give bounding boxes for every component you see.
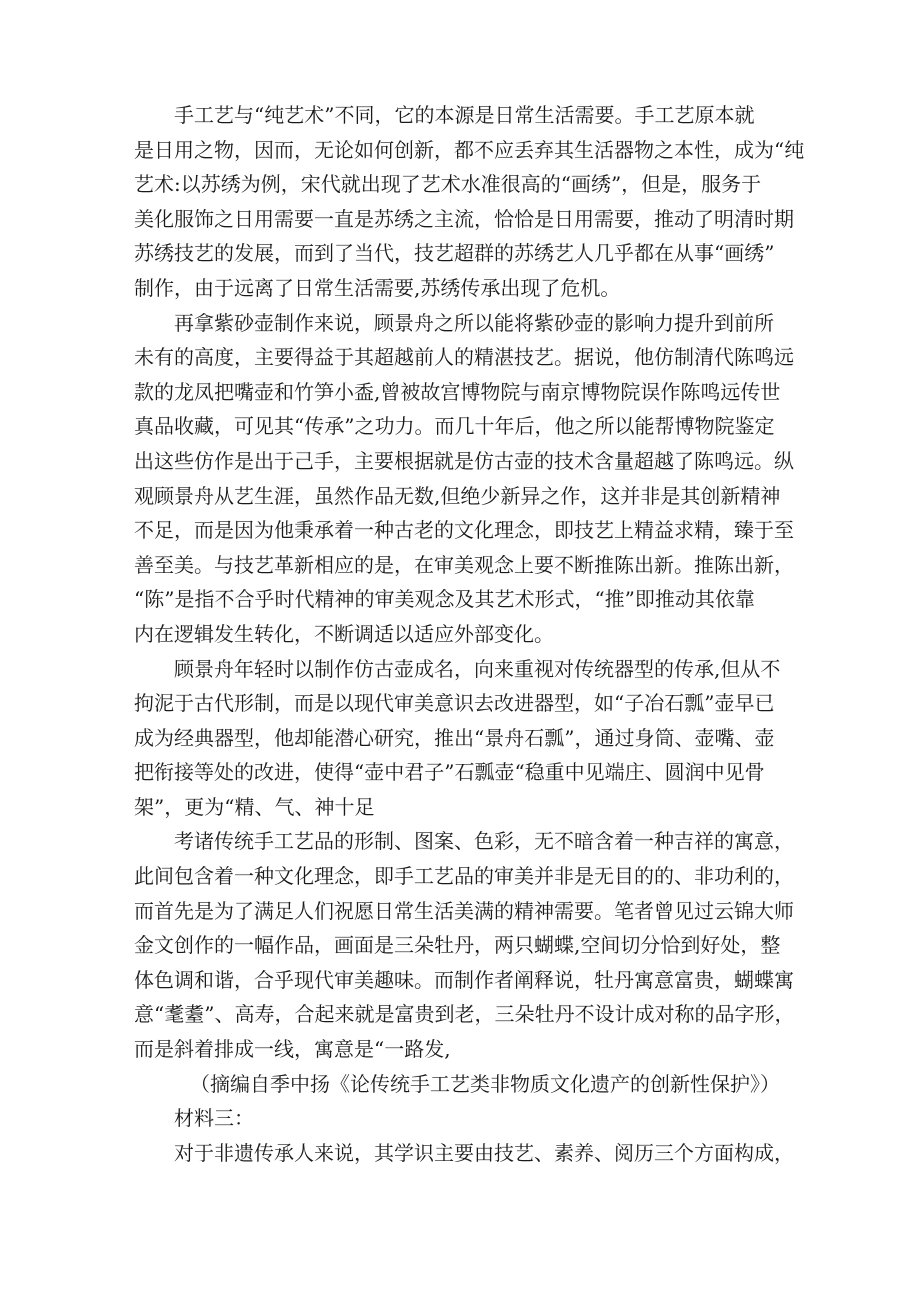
text-line: 善至美。与技艺革新相应的是，在审美观念上要不断推陈出新。推陈出新， — [134, 552, 794, 577]
text-line: 再拿紫砂壶制作来说，顾景舟之所以能将紫砂壶的影响力提升到前所 — [174, 310, 774, 335]
text-line: 艺术:以苏绣为例，宋代就出现了艺术水准很高的“画绣”，但是，服务于 — [134, 172, 762, 197]
text-line: 架”，更为“精、气、神十足 — [134, 794, 375, 819]
paragraph-3 — [134, 652, 824, 825]
text-line: 苏绣技艺的发展，而到了当代，技艺超群的苏绣艺人几乎都在从事“画绣” — [134, 241, 775, 266]
section-label: 材料三： — [174, 1106, 254, 1131]
text-line: 而是斜着排成一线，寓意是“一路发, — [134, 1037, 451, 1062]
paragraph-5 — [134, 1136, 824, 1171]
text-line: 意“耄耋”、高寿，合起来就是富贵到老，三朵牡丹不设计成对称的品字形， — [134, 1002, 795, 1027]
text-line: 出这些仿作是出于己手，主要根据就是仿古壶的技术含量超越了陈鸣远。纵 — [134, 448, 794, 473]
text-line: 体色调和谐，合乎现代审美趣味。而制作者阐释说，牡丹寓意富贵，蝴蝶寓 — [134, 967, 794, 992]
text-line: 真品收藏，可见其“传承”之功力。而几十年后，他之所以能帮博物院鉴定 — [134, 414, 775, 439]
text-line: 把衔接等处的改进，使得“壶中君子”石瓢壶“稳重中见端庄、圆润中见骨 — [134, 760, 765, 785]
text-line: 成为经典器型，他却能潜心研究，推出“景舟石瓢”，通过身筒、壶嘴、壶 — [134, 725, 775, 750]
text-line: 不足，而是因为他秉承着一种古老的文化理念，即技艺上精益求精，臻于至 — [134, 518, 794, 543]
paragraph-4 — [134, 824, 824, 1066]
text-line: 内在逻辑发生转化，不断调适以适应外部变化。 — [134, 621, 554, 646]
text-line: 拘泥于古代形制，而是以现代审美意识去改进器型，如“子冶石瓢”壶早已 — [134, 691, 775, 716]
text-line: 制作，由于远离了日常生活需要,苏绣传承出现了危机。 — [134, 275, 621, 300]
text-line: 考诸传统手工艺品的形制、图案、色彩，无不暗含着一种吉祥的寓意， — [174, 829, 794, 854]
text-line: 顾景舟年轻时以制作仿古壶成名，向来重视对传统器型的传承,但从不 — [174, 656, 781, 681]
paragraph-2 — [134, 306, 824, 652]
text-line: 未有的高度，主要得益于其超越前人的精湛技艺。据说，他仿制清代陈鸣远 — [134, 345, 794, 370]
source-citation: （摘编自季中扬《论传统手工艺类非物质文化遗产的创新性保护》） — [190, 1071, 780, 1096]
text-line: 对于非遗传承人来说，其学识主要由技艺、素养、阅历三个方面构成， — [174, 1140, 794, 1165]
text-line: 观顾景舟从艺生涯，虽然作品无数,但绝少新异之作，这并非是其创新精神 — [134, 483, 781, 508]
text-line: 手工艺与“纯艺术”不同，它的本源是日常生活需要。手工艺原本就 — [174, 103, 755, 127]
text-line: 而首先是为了满足人们祝愿日常生活美满的精神需要。笔者曾见过云锦大师 — [134, 898, 794, 923]
document-page — [134, 98, 824, 1170]
text-line: 款的龙凤把嘴壶和竹笋小盉,曾被故宫博物院与南京博物院误作陈鸣远传世 — [134, 379, 781, 404]
text-line: 是日用之物，因而，无论如何创新，都不应丢弃其生活器物之本性，成为“纯 — [134, 137, 805, 162]
text-line: 金文创作的一幅作品，画面是三朵牡丹，两只蝴蝶,空间切分恰到好处，整 — [134, 933, 781, 958]
text-line: 此间包含着一种文化理念，即手工艺品的审美并非是无目的的、非功利的， — [134, 864, 794, 889]
text-line: 美化服饰之日用需要一直是苏绣之主流，恰恰是日用需要，推动了明清时期 — [134, 206, 794, 231]
paragraph-1 — [134, 98, 824, 306]
text-line: “陈”是指不合乎时代精神的审美观念及其艺术形式，“推”即推动其依靠 — [134, 587, 755, 612]
